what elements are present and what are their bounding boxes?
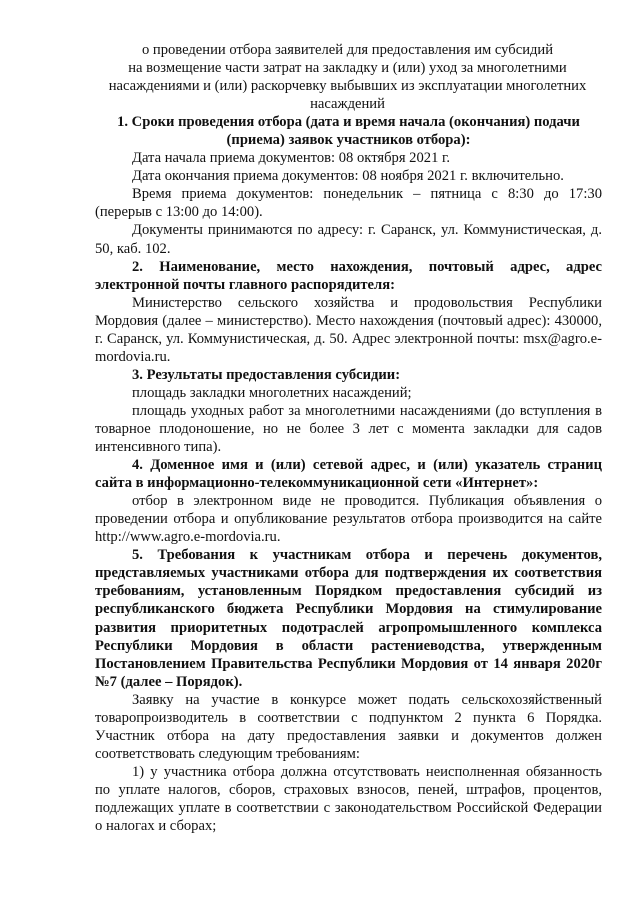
section-1-heading-line: (приема) заявок участников отбора): [226, 132, 471, 149]
document-intro [93, 41, 602, 113]
section-5-heading: 5. Требования к участникам отбора и перечень документов, представляемых участниками отбора для подтверждения их соответствия требованиям, установленным Порядком предоставления субсидий из республиканского бюджета Республики Мордовия на стимулирование развития приоритетных подотраслей агропромышленного комплекса Республики Мордовия в области растениеводства, утвержденным Постановлением Правительства Республики Мордовия от 14 января 2020г №7 (далее – Порядок). [95, 547, 602, 690]
section-4-body: отбор в электронном виде не проводится. Публикация объявления о проведении отбора и опубликование результатов отбора производится на сайте http://www.agro.e-mordovia.ru. [95, 493, 602, 546]
intro-line: о проведении отбора заявителей для предоставления им субсидий [141, 42, 554, 58]
start-date-text: Дата начала приема документов: 08 октября 2021 г. [132, 150, 450, 167]
intro-line: насаждений [310, 96, 385, 113]
requirement-item: 1) у участника отбора должна отсутствовать неисполненная обязанность по уплате налогов, сборов, страховых взносов, пеней, штрафов, процентов, подлежащих уплате в соответствии с законодательством Российской Федерации о налогах и сборах; [95, 763, 602, 835]
office-hours-text: Время приема документов: понедельник – пятница с 8:30 до 17:30 (перерыв с 13:00 до 14:00). [95, 186, 602, 221]
submission-address-text: Документы принимаются по адресу: г. Саранск, ул. Коммунистическая, д. 50, каб. 102. [95, 222, 602, 257]
end-date-text: Дата окончания приема документов: 08 ноября 2021 г. включительно. [132, 168, 564, 185]
intro-line: насаждениями и (или) раскорчевку выбывших из эксплуатации многолетних [108, 78, 587, 95]
section-5-body: Заявку на участие в конкурсе может подать сельскохозяйственный товаропроизводитель в соответствии с подпунктом 2 пункта 6 Порядка. Участник отбора на дату предоставления заявки и документов должен соответствовать следующим требованиям: [95, 691, 602, 762]
intro-line: на возмещение части затрат на закладку и (или) уход за многолетними [128, 60, 567, 77]
section-2-body: Министерство сельского хозяйства и продовольствия Республики Мордовия (далее – министерство). Место нахождения (почтовый адрес): 430000, г. Саранск, ул. Коммунистическая, д. 50. Адрес электронной почты: msx@agro.e-mordovia.ru. [95, 294, 602, 365]
section-1-heading-line: 1. Сроки проведения отбора (дата и время начала (окончания) подачи [117, 114, 580, 131]
section-2-heading: 2. Наименование, место нахождения, почтовый адрес, адрес электронной почты главного распорядителя: [95, 258, 602, 293]
section-3-heading: 3. Результаты предоставления субсидии: [132, 366, 401, 383]
section-4-heading: 4. Доменное имя и (или) сетевой адрес, и (или) указатель страниц сайта в информационно-телекоммуникационной сети «Интернет»: [95, 457, 602, 492]
section-1-heading [95, 113, 602, 149]
section-3-item: площадь закладки многолетних насаждений; [132, 384, 412, 401]
section-3-item: площадь уходных работ за многолетними насаждениями (до вступления в товарное плодоношение, но не более 3 лет с момента закладки для садов интенсивного типа). [95, 402, 602, 456]
